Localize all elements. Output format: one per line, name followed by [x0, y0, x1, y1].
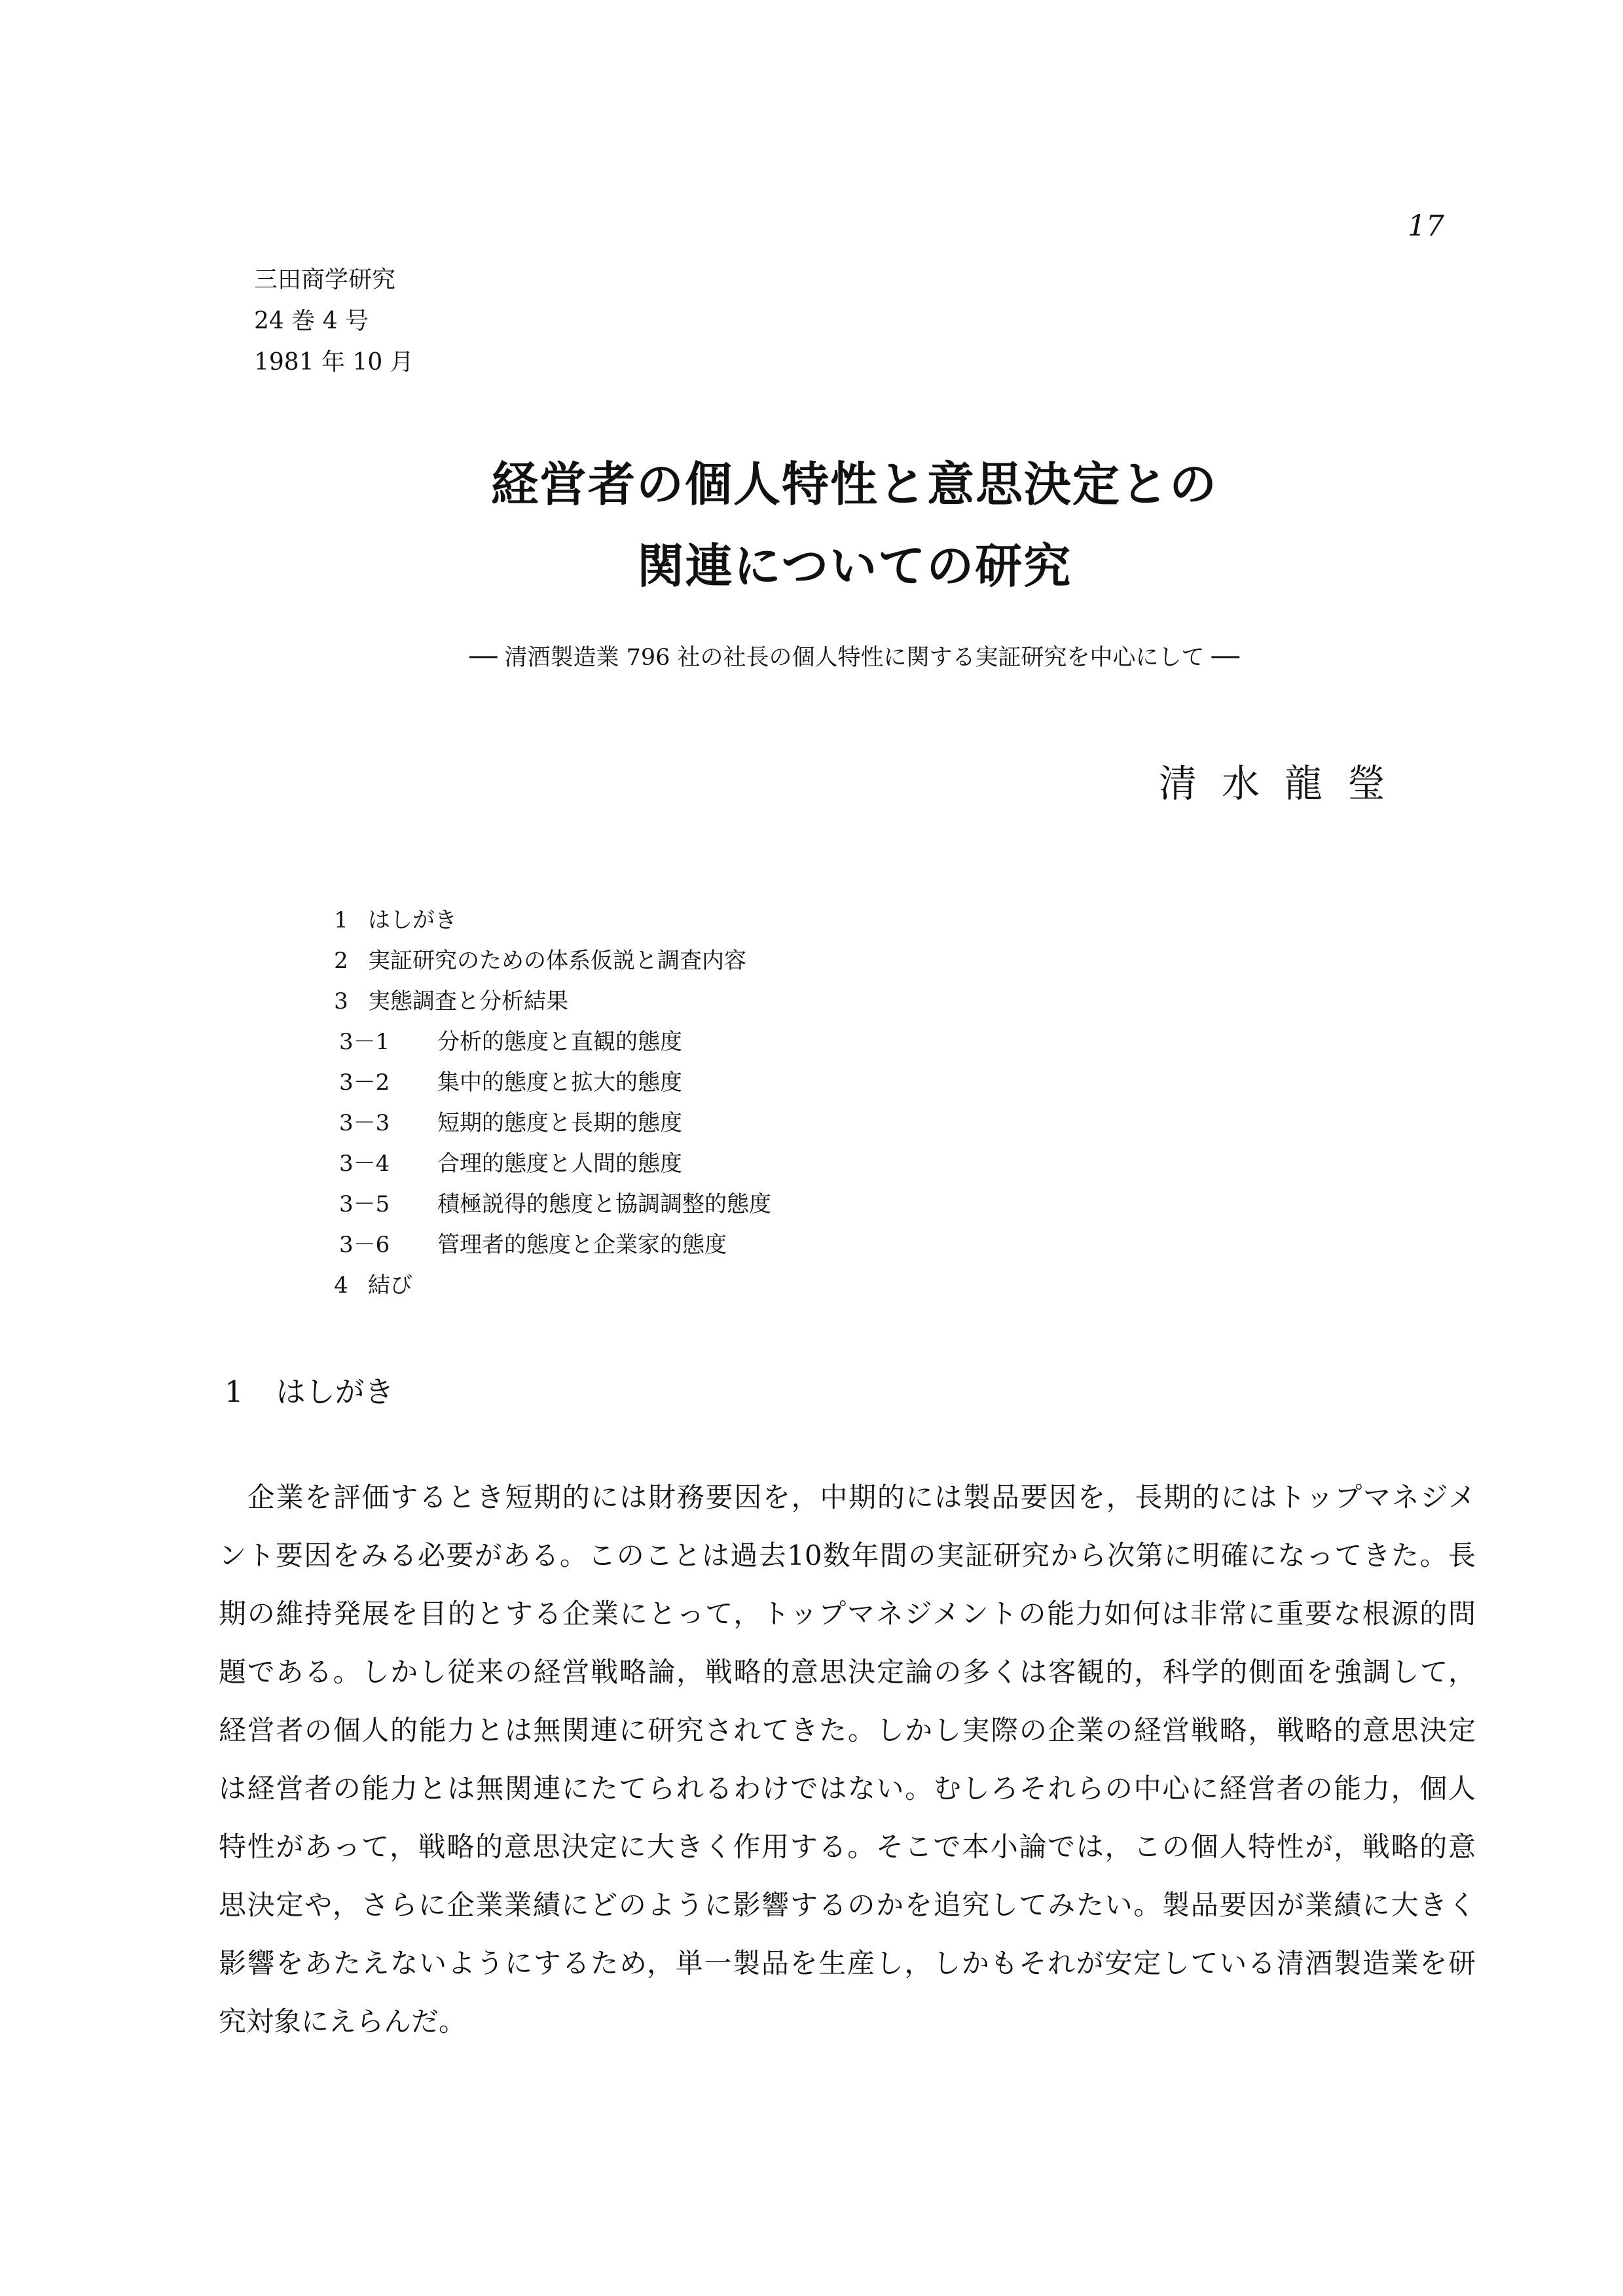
toc-item: [314, 1022, 771, 1062]
toc-number: 3－3: [339, 1110, 390, 1136]
journal-volume: 24 巻 4 号: [254, 308, 369, 334]
paper-title-line2: 関連についての研究: [636, 538, 1072, 594]
toc-label: 管理者的態度と企業家的態度: [437, 1232, 727, 1258]
toc-number: 3－6: [339, 1232, 390, 1258]
section-heading: [225, 1368, 394, 1410]
toc-item: [314, 981, 771, 1022]
body-line: 期の維持発展を目的とする企業にとって，トップマネジメントの能力如何は非常に重要な根源的問: [219, 1598, 1476, 1630]
toc-item: [314, 1103, 771, 1143]
toc-label: 分析的態度と直観的態度: [437, 1029, 682, 1055]
toc-number: 4: [334, 1272, 348, 1299]
toc-label: 積極説得的態度と協調調整的態度: [437, 1191, 771, 1217]
body-line: 企業を評価するとき短期的には財務要因を，中期的には製品要因を，長期的にはトップマネジメ: [219, 1481, 1476, 1513]
toc-number: 3: [334, 988, 348, 1014]
author-name: 清水龍瑩: [1159, 761, 1411, 806]
toc-item: [314, 1225, 771, 1265]
toc-item: [314, 1143, 771, 1184]
body-line: 題である。しかし従来の経営戦略論，戦略的意思決定論の多くは客観的，科学的側面を強調して，: [219, 1656, 1476, 1688]
toc-label: 実態調査と分析結果: [368, 988, 568, 1014]
paper-subtitle: ── 清酒製造業 796 社の社長の個人特性に関する実証研究を中心にして ──: [469, 645, 1239, 671]
paper-title-line1: 経営者の個人特性と意思決定との: [490, 456, 1218, 512]
body-text: [219, 1476, 1476, 2058]
body-line: 特性があって，戦略的意思決定に大きく作用する。そこで本小論では，この個人特性が，戦略的意: [219, 1831, 1476, 1863]
page-number: 17: [1408, 209, 1444, 243]
toc-item: [314, 1265, 771, 1306]
body-line: 思決定や，さらに企業業績にどのように影響するのかを追究してみたい。製品要因が業績に大きく: [219, 1889, 1476, 1921]
body-line: 究対象にえらんだ。: [219, 2005, 467, 2037]
toc-label: 集中的態度と拡大的態度: [437, 1069, 682, 1096]
toc-number: 1: [334, 907, 348, 933]
toc-number: 3－2: [339, 1069, 390, 1096]
toc-number: 3－4: [339, 1151, 390, 1177]
toc-number: 2: [334, 948, 348, 974]
toc-label: はしがき: [368, 907, 457, 933]
body-line: 影響をあたえないようにするため，単一製品を生産し，しかもそれが安定している清酒製造業を研: [219, 1947, 1476, 1979]
toc-item: [314, 1184, 771, 1225]
toc-number: 3－5: [339, 1191, 390, 1217]
section-number: 1: [225, 1374, 244, 1409]
toc-item: [314, 941, 771, 981]
toc-item: [314, 900, 771, 941]
toc-label: 結び: [368, 1272, 412, 1299]
table-of-contents: [314, 900, 771, 1306]
toc-label: 合理的態度と人間的態度: [437, 1151, 682, 1177]
journal-date: 1981 年 10 月: [254, 349, 414, 376]
body-line: 経営者の個人的能力とは無関連に研究されてきた。しかし実際の企業の経営戦略，戦略的意思決定: [219, 1714, 1476, 1746]
toc-label: 実証研究のための体系仮説と調査内容: [368, 948, 746, 974]
toc-number: 3－1: [339, 1029, 390, 1055]
toc-item: [314, 1062, 771, 1103]
body-line: ント要因をみる必要がある。このことは過去10数年間の実証研究から次第に明確になってきた。長: [219, 1539, 1476, 1571]
journal-name: 三田商学研究: [254, 266, 396, 293]
toc-label: 短期的態度と長期的態度: [437, 1110, 682, 1136]
body-line: は経営者の能力とは無関連にたてられるわけではない。むしろそれらの中心に経営者の能力，個人: [219, 1772, 1476, 1804]
section-title: はしがき: [276, 1374, 394, 1409]
